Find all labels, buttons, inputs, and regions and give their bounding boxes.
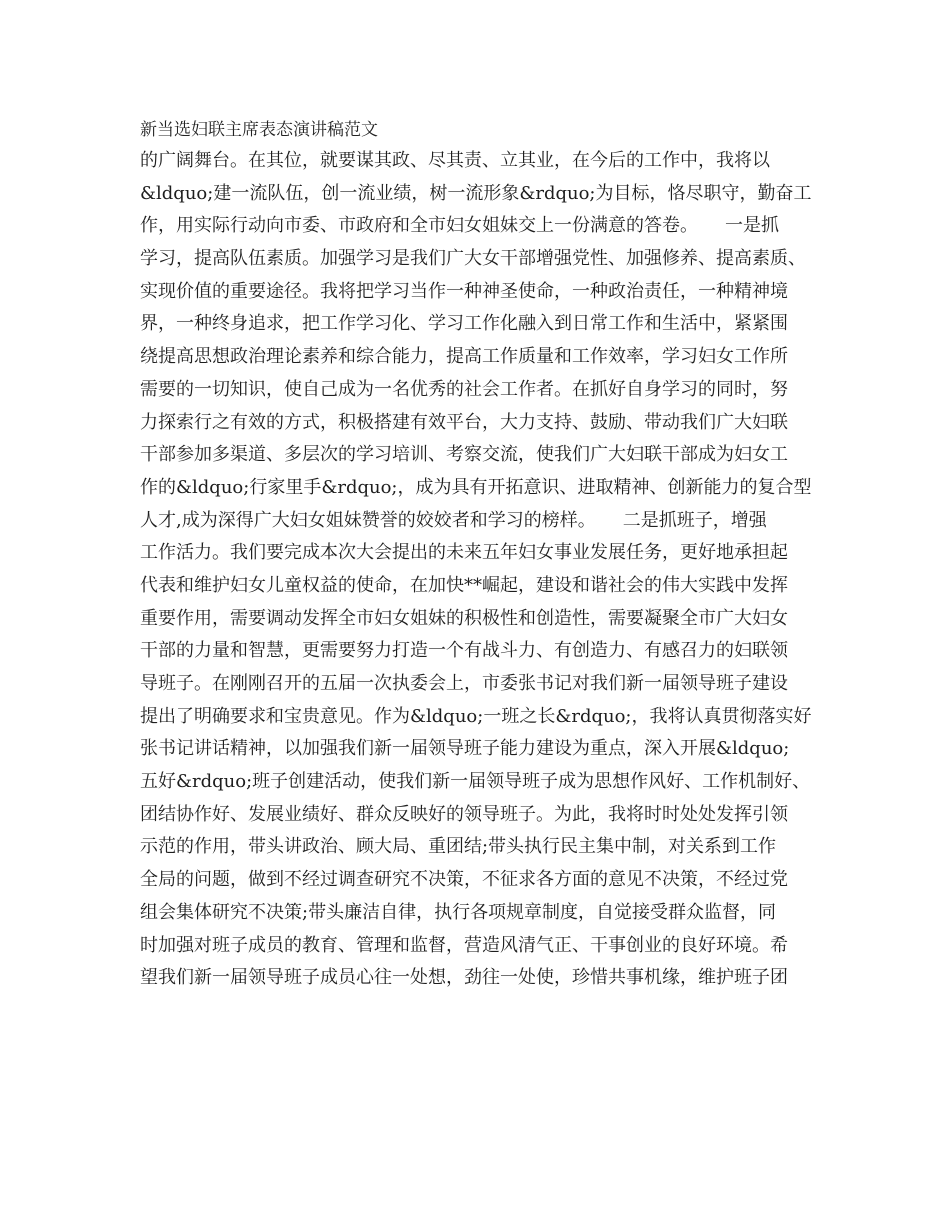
text-line: &ldquo;建一流队伍，创一流业绩，树一流形象&rdquo;为目标，恪尽职守，勤奋工 xyxy=(140,182,812,204)
text-line: 导班子。在刚刚召开的五届一次执委会上，市委张书记对我们新一届领导班子建设 xyxy=(140,673,788,694)
text-line: 望我们新一届领导班子成员心往一处想，劲往一处使，珍惜共事机缘，维护班子团 xyxy=(140,967,788,989)
text-line: 学习，提高队伍素质。加强学习是我们广大女干部增强党性、加强修养、提高素质、 xyxy=(140,248,806,270)
text-line: 团结协作好、发展业绩好、群众反映好的领导班子。为此，我将时时处处发挥引领 xyxy=(140,803,788,825)
text-line: 实现价值的重要途径。我将把学习当作一种神圣使命，一种政治责任，一种精神境 xyxy=(140,280,788,302)
text-line: 作，用实际行动向市委、市政府和全市妇女姐妹交上一份满意的答卷。 一是抓 xyxy=(140,215,779,237)
document-body xyxy=(140,145,820,995)
text-line: 力探索行之有效的方式，积极搭建有效平台，大力支持、鼓励、带动我们广大妇联 xyxy=(140,411,788,433)
text-line: 代表和维护妇女儿童权益的使命，在加快**崛起，建设和谐社会的伟大实践中发挥 xyxy=(140,574,788,596)
text-line: 时加强对班子成员的教育、管理和监督，营造风清气正、干事创业的良好环境。希 xyxy=(140,934,788,956)
text-line: 界，一种终身追求，把工作学习化、学习工作化融入到日常工作和生活中，紧紧围 xyxy=(140,313,788,335)
text-line: 干部的力量和智慧，更需要努力打造一个有战斗力、有创造力、有感召力的妇联领 xyxy=(140,640,788,662)
text-line: 重要作用，需要调动发挥全市妇女姐妹的积极性和创造性，需要凝聚全市广大妇女 xyxy=(140,607,788,629)
text-line: 组会集体研究不决策;带头廉洁自律，执行各项规章制度，自觉接受群众监督，同 xyxy=(140,901,777,923)
text-line: 五好&rdquo;班子创建活动，使我们新一届领导班子成为思想作风好、工作机制好、 xyxy=(140,771,811,793)
document-title: 新当选妇联主席表态演讲稿范文 xyxy=(140,120,378,140)
text-line: 张书记讲话精神，以加强我们新一届领导班子能力建设为重点，深入开展&ldquo; xyxy=(140,738,790,760)
text-line: 作的&ldquo;行家里手&rdquo;，成为具有开拓意识、进取精神、创新能力的复合型 xyxy=(140,476,812,498)
text-line: 工作活力。我们要完成本次大会提出的未来五年妇女事业发展任务，更好地承担起 xyxy=(140,542,788,564)
text-line: 需要的一切知识，使自己成为一名优秀的社会工作者。在抓好自身学习的同时，努 xyxy=(140,378,788,400)
text-line: 的广阔舞台。在其位，就要谋其政、尽其责、立其业，在今后的工作中，我将以 xyxy=(140,150,770,171)
text-line: 全局的问题，做到不经过调查研究不决策，不征求各方面的意见不决策，不经过党 xyxy=(140,869,788,891)
text-line: 提出了明确要求和宝贵意见。作为&ldquo;一班之长&rdquo;，我将认真贯彻落实好 xyxy=(140,705,812,727)
text-line: 绕提高思想政治理论素养和综合能力，提高工作质量和工作效率，学习妇女工作所 xyxy=(140,346,788,368)
text-line: 干部参加多渠道、多层次的学习培训、考察交流，使我们广大妇联干部成为妇女工 xyxy=(140,444,788,466)
text-line: 人才,成为深得广大妇女姐妹赞誉的姣姣者和学习的榜样。 二是抓班子，增强 xyxy=(140,509,767,531)
text-line: 示范的作用，带头讲政治、顾大局、重团结;带头执行民主集中制，对关系到工作 xyxy=(140,836,777,858)
